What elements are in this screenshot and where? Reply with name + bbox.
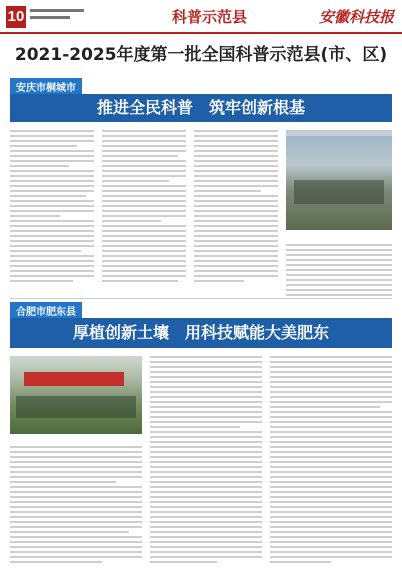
section-name: 科普示范县 bbox=[172, 8, 248, 26]
masthead bbox=[0, 0, 402, 34]
story1-body-column-2 bbox=[102, 130, 186, 285]
story1-body-column-1 bbox=[10, 130, 94, 285]
story2-banner: 厚植创新土壤 用科技赋能大美肥东 bbox=[10, 318, 392, 348]
story1-body-column-4 bbox=[286, 244, 392, 299]
story1-banner: 推进全民科普 筑牢创新根基 bbox=[10, 94, 392, 122]
story1-photo bbox=[286, 130, 392, 230]
masthead-rule bbox=[0, 32, 402, 34]
story2-body-column-2 bbox=[150, 356, 262, 566]
story2-body-column-1 bbox=[10, 446, 142, 566]
newspaper-logo: 安徽科技报 bbox=[318, 8, 394, 26]
story2-photo bbox=[10, 356, 142, 434]
date-line bbox=[30, 9, 84, 23]
story1-tag: 安庆市桐城市 bbox=[10, 78, 82, 95]
page-headline: 2021-2025年度第一批全国科普示范县(市、区) bbox=[14, 45, 388, 65]
story-divider bbox=[10, 298, 392, 299]
page-number: 10 bbox=[6, 6, 26, 28]
story2-body-column-3 bbox=[270, 356, 392, 566]
story2-tag: 合肥市肥东县 bbox=[10, 302, 82, 319]
story1-body-column-3 bbox=[194, 130, 278, 285]
